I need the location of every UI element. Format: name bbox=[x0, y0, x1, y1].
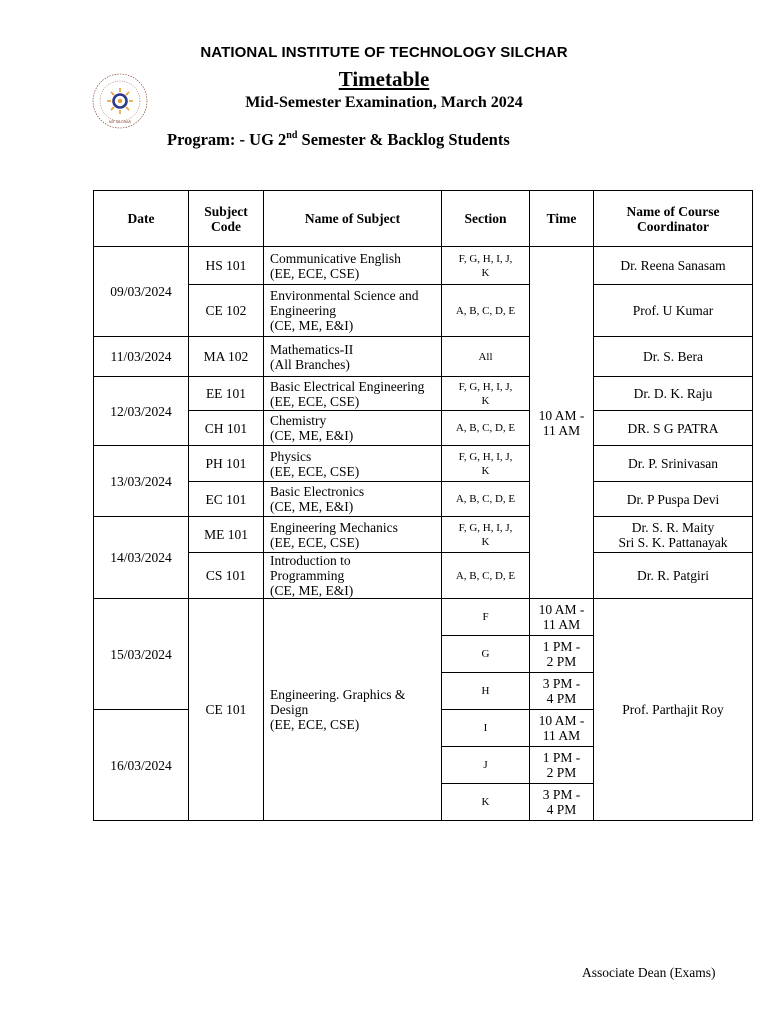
section-cell: F, G, H, I, J, K bbox=[442, 377, 530, 411]
header-date: Date bbox=[94, 191, 189, 247]
section-cell: H bbox=[442, 673, 530, 710]
signature-line: Associate Dean (Exams) bbox=[582, 965, 716, 980]
subject-code: HS 101 bbox=[189, 247, 264, 285]
section-cell: A, B, C, D, E bbox=[442, 482, 530, 517]
subject-code: MA 102 bbox=[189, 337, 264, 377]
section-cell: K bbox=[442, 784, 530, 821]
section-cell: G bbox=[442, 636, 530, 673]
subject-name: Environmental Science and Engineering (CE, ME, E&I) bbox=[264, 285, 442, 337]
document-title: Timetable bbox=[338, 67, 430, 91]
table-row bbox=[94, 377, 753, 411]
section-cell: A, B, C, D, E bbox=[442, 285, 530, 337]
coordinator-cell: Dr. S. R. Maity Sri S. K. Pattanayak bbox=[594, 517, 753, 553]
subject-code: CH 101 bbox=[189, 411, 264, 446]
table-header-row bbox=[94, 191, 753, 247]
coordinator-cell: DR. S G PATRA bbox=[594, 411, 753, 446]
section-cell: A, B, C, D, E bbox=[442, 411, 530, 446]
table-row bbox=[94, 446, 753, 482]
subject-name: Basic Electronics (CE, ME, E&I) bbox=[264, 482, 442, 517]
coordinator-cell: Dr. P Puspa Devi bbox=[594, 482, 753, 517]
table-row bbox=[94, 517, 753, 553]
date-cell: 14/03/2024 bbox=[94, 517, 189, 599]
coordinator-cell: Dr. R. Patgiri bbox=[594, 553, 753, 599]
coordinator-cell: Dr. D. K. Raju bbox=[594, 377, 753, 411]
subject-code: CS 101 bbox=[189, 553, 264, 599]
coordinator-cell: Prof. U Kumar bbox=[594, 285, 753, 337]
header-coordinator: Name of Course Coordinator bbox=[594, 191, 753, 247]
coordinator-cell: Dr. S. Bera bbox=[594, 337, 753, 377]
exam-title: Mid-Semester Examination, March 2024 bbox=[245, 94, 523, 111]
table-row bbox=[94, 553, 753, 599]
table-row bbox=[94, 247, 753, 285]
subject-name: Communicative English (EE, ECE, CSE) bbox=[264, 247, 442, 285]
section-cell: J bbox=[442, 747, 530, 784]
subject-code: ME 101 bbox=[189, 517, 264, 553]
date-cell: 16/03/2024 bbox=[94, 710, 189, 821]
section-cell: F, G, H, I, J, K bbox=[442, 446, 530, 482]
subject-code: CE 102 bbox=[189, 285, 264, 337]
section-cell: F, G, H, I, J, K bbox=[442, 517, 530, 553]
header-subject-code: Subject Code bbox=[189, 191, 264, 247]
subject-name: Chemistry (CE, ME, E&I) bbox=[264, 411, 442, 446]
subject-name: Mathematics-II (All Branches) bbox=[264, 337, 442, 377]
subject-name: Introduction to Programming (CE, ME, E&I) bbox=[264, 553, 442, 599]
time-cell: 1 PM - 2 PM bbox=[530, 636, 594, 673]
coordinator-cell: Dr. P. Srinivasan bbox=[594, 446, 753, 482]
date-cell: 12/03/2024 bbox=[94, 377, 189, 446]
section-cell: F bbox=[442, 599, 530, 636]
time-cell: 3 PM - 4 PM bbox=[530, 673, 594, 710]
table-row bbox=[94, 599, 753, 636]
subject-name: Basic Electrical Engineering (EE, ECE, CSE) bbox=[264, 377, 442, 411]
section-cell: All bbox=[442, 337, 530, 377]
table-row bbox=[94, 411, 753, 446]
svg-text:NIT SILCHAR: NIT SILCHAR bbox=[108, 120, 132, 124]
subject-code: EC 101 bbox=[189, 482, 264, 517]
time-cell: 10 AM - 11 AM bbox=[530, 710, 594, 747]
time-cell: 10 AM - 11 AM bbox=[530, 599, 594, 636]
subject-name: Engineering. Graphics & Design (EE, ECE, CSE) bbox=[264, 599, 442, 821]
time-cell: 10 AM - 11 AM bbox=[530, 247, 594, 599]
subject-code: PH 101 bbox=[189, 446, 264, 482]
table-row bbox=[94, 482, 753, 517]
table-row bbox=[94, 337, 753, 377]
subject-name: Physics (EE, ECE, CSE) bbox=[264, 446, 442, 482]
coordinator-cell: Prof. Parthajit Roy bbox=[594, 599, 753, 821]
subject-code: CE 101 bbox=[189, 599, 264, 821]
section-cell: A, B, C, D, E bbox=[442, 553, 530, 599]
header-time: Time bbox=[530, 191, 594, 247]
section-cell: I bbox=[442, 710, 530, 747]
section-cell: F, G, H, I, J, K bbox=[442, 247, 530, 285]
date-cell: 09/03/2024 bbox=[94, 247, 189, 337]
subject-code: EE 101 bbox=[189, 377, 264, 411]
time-cell: 3 PM - 4 PM bbox=[530, 784, 594, 821]
header-subject-name: Name of Subject bbox=[264, 191, 442, 247]
program-line: Program: - UG 2nd Semester & Backlog Students bbox=[167, 130, 510, 149]
institute-name: NATIONAL INSTITUTE OF TECHNOLOGY SILCHAR bbox=[200, 44, 568, 61]
coordinator-cell: Dr. Reena Sanasam bbox=[594, 247, 753, 285]
date-cell: 15/03/2024 bbox=[94, 599, 189, 710]
subject-name: Engineering Mechanics (EE, ECE, CSE) bbox=[264, 517, 442, 553]
time-cell: 1 PM - 2 PM bbox=[530, 747, 594, 784]
date-cell: 13/03/2024 bbox=[94, 446, 189, 517]
table-row bbox=[94, 285, 753, 337]
date-cell: 11/03/2024 bbox=[94, 337, 189, 377]
timetable bbox=[93, 190, 753, 821]
header-section: Section bbox=[442, 191, 530, 247]
